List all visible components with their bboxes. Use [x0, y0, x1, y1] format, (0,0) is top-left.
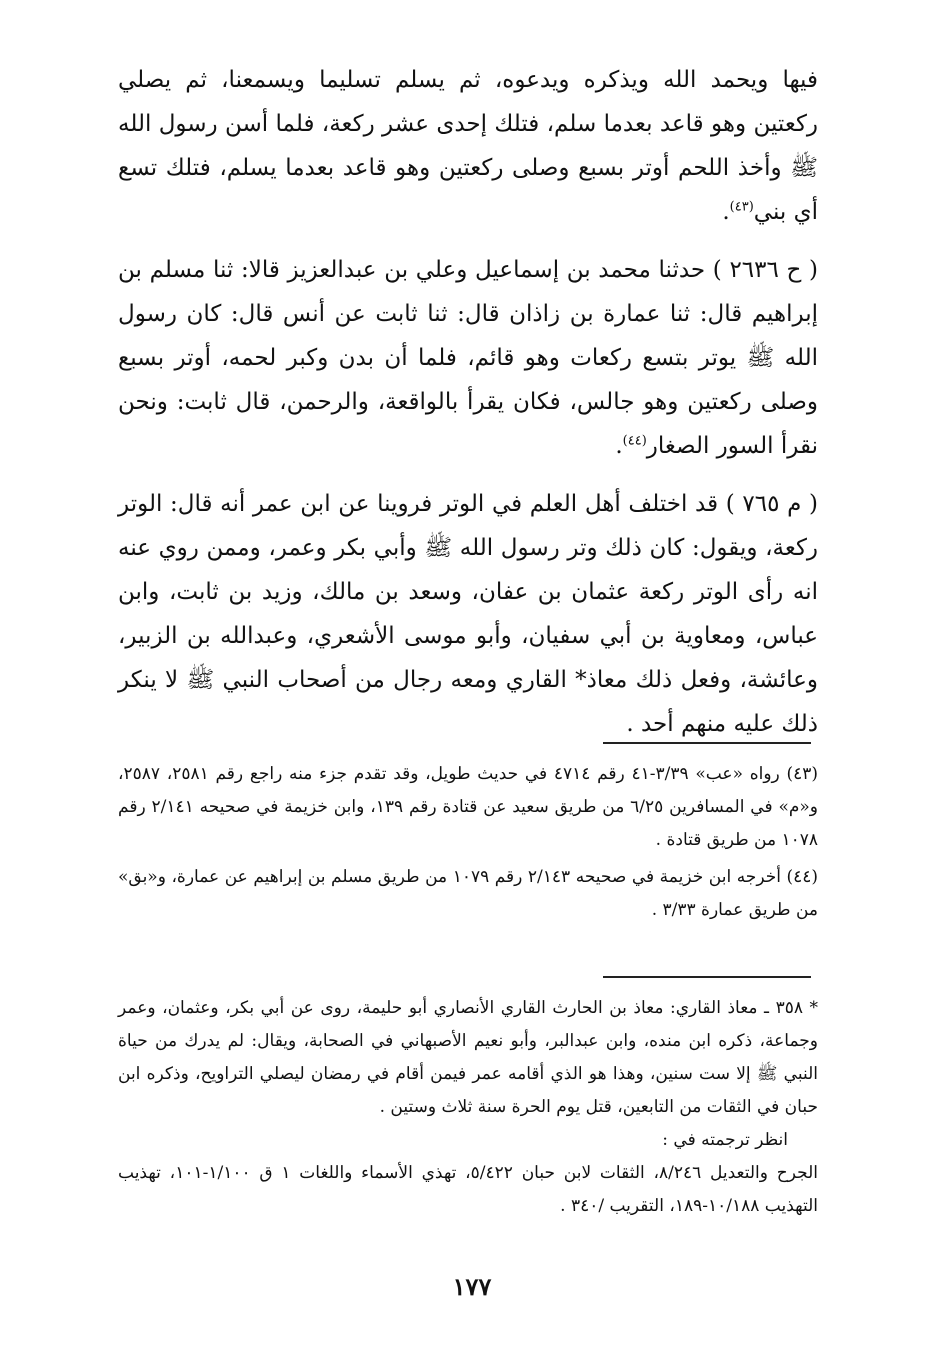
footnotes	[118, 758, 818, 931]
footnote-ref-43[interactable]: (٤٣)	[729, 199, 754, 215]
paragraph-hadith-2636	[118, 248, 818, 468]
main-text	[118, 58, 818, 760]
footnote-ref-44[interactable]: (٤٤)	[622, 433, 647, 449]
bio-see-also: انظر ترجمته في :	[662, 1130, 788, 1150]
paragraph-1-end: .	[722, 199, 730, 225]
bio-main: * ٣٥٨ ـ معاذ القاري: معاذ بن الحارث القاري الأنصاري أبو حليمة، روى عن أبي بكر، وعثمان، وعمر وجماعة، ذكره ابن منده، وابن عبدالبر، وأبو نعيم الأصبهاني في الصحابة، ويقال: لم يدرك من حياة النبي ﷺ إلا ست سنين، وهذا هو الذي أقامه عمر فيمن أقام في رمضان ليصلي التراويح، وذكره ابن حبان في الثقات من التابعين، قتل يوم الحرة سنة ثلاث وستين .	[118, 998, 818, 1117]
paragraph-2-text: ( ح ٢٦٣٦ ) حدثنا محمد بن إسماعيل وعلي بن عبدالعزيز قالا: ثنا مسلم بن إبراهيم قال: ثنا عمارة بن زاذان قال: ثنا ثابت عن أنس قال: كان رسول الله ﷺ يوتر بتسع ركعات وهو قائم، فلما أن بدن وكبر لحمه، أوتر بسبع وصلى ركعتين وهو جالس، فكان يقرأ بالواقعة، والرحمن، قال ثابت: ونحن نقرأ السور الصغار	[118, 257, 818, 459]
paragraph-1-text: فيها ويحمد الله ويذكره ويدعوه، ثم يسلم تسليما ويسمعنا، ثم يصلي ركعتين وهو قاعد بعدما سلم، فتلك إحدى عشر ركعة، فلما أسن رسول الله ﷺ وأخذ اللحم أوتر بسبع وصلى ركعتين وهو قاعد بعدما يسلم، فتلك تسع أي بني	[118, 67, 818, 225]
paragraph-1	[118, 58, 818, 234]
page-number: ١٧٧	[452, 1272, 492, 1301]
paragraph-2-end: .	[615, 433, 623, 459]
bio-references: الجرح والتعديل ٨/٢٤٦، الثقات لابن حبان ٥/٤٢٢، تهذي الأسماء واللغات ١ ق ١/١٠٠-١٠١، تهذيب التهذيب ١٠/١٨٨-١٨٩، التقريب /٣٤٠ .	[118, 1163, 818, 1216]
paragraph-3-text: ( م ٧٦٥ ) قد اختلف أهل العلم في الوتر فروينا عن ابن عمر أنه قال: الوتر ركعة، ويقول: كان ذلك وتر رسول الله ﷺ وأبي بكر وعمر، وممن روي عنه انه رأى الوتر ركعة عثمان بن عفان، وسعد بن مالك، وزيد بن ثابت، وابن عباس، ومعاوية بن أبي سفيان، وأبو موسى الأشعري، وعبدالله بن الزبير، وعائشة، وفعل ذلك معاذ* القاري ومعه رجال من أصحاب النبي ﷺ لا ينكر ذلك عليه منهم أحد .	[118, 491, 818, 737]
biography-note	[118, 992, 818, 1223]
paragraph-issue-765	[118, 482, 818, 746]
footnote-divider	[603, 742, 811, 744]
footnote-43: (٤٣) رواه «عب» ٣/٣٩-٤١ رقم ٤٧١٤ في حديث طويل، وقد تقدم جزء منه راجع رقم ٢٥٨١، ٢٥٨٧، و«م» في المسافرين ٦/٢٥ من طريق سعيد عن قتادة رقم ١٣٩، وابن خزيمة في صحيحه ٢/١٤١ رقم ١٠٧٨ من طريق قتادة .	[118, 764, 818, 850]
bio-divider	[603, 976, 811, 978]
footnote-44: (٤٤) أخرجه ابن خزيمة في صحيحه ٢/١٤٣ رقم ١٠٧٩ من طريق مسلم بن إبراهيم عن عمارة، و«بق» من طريق عمارة ٣/٣٣ .	[118, 867, 818, 920]
